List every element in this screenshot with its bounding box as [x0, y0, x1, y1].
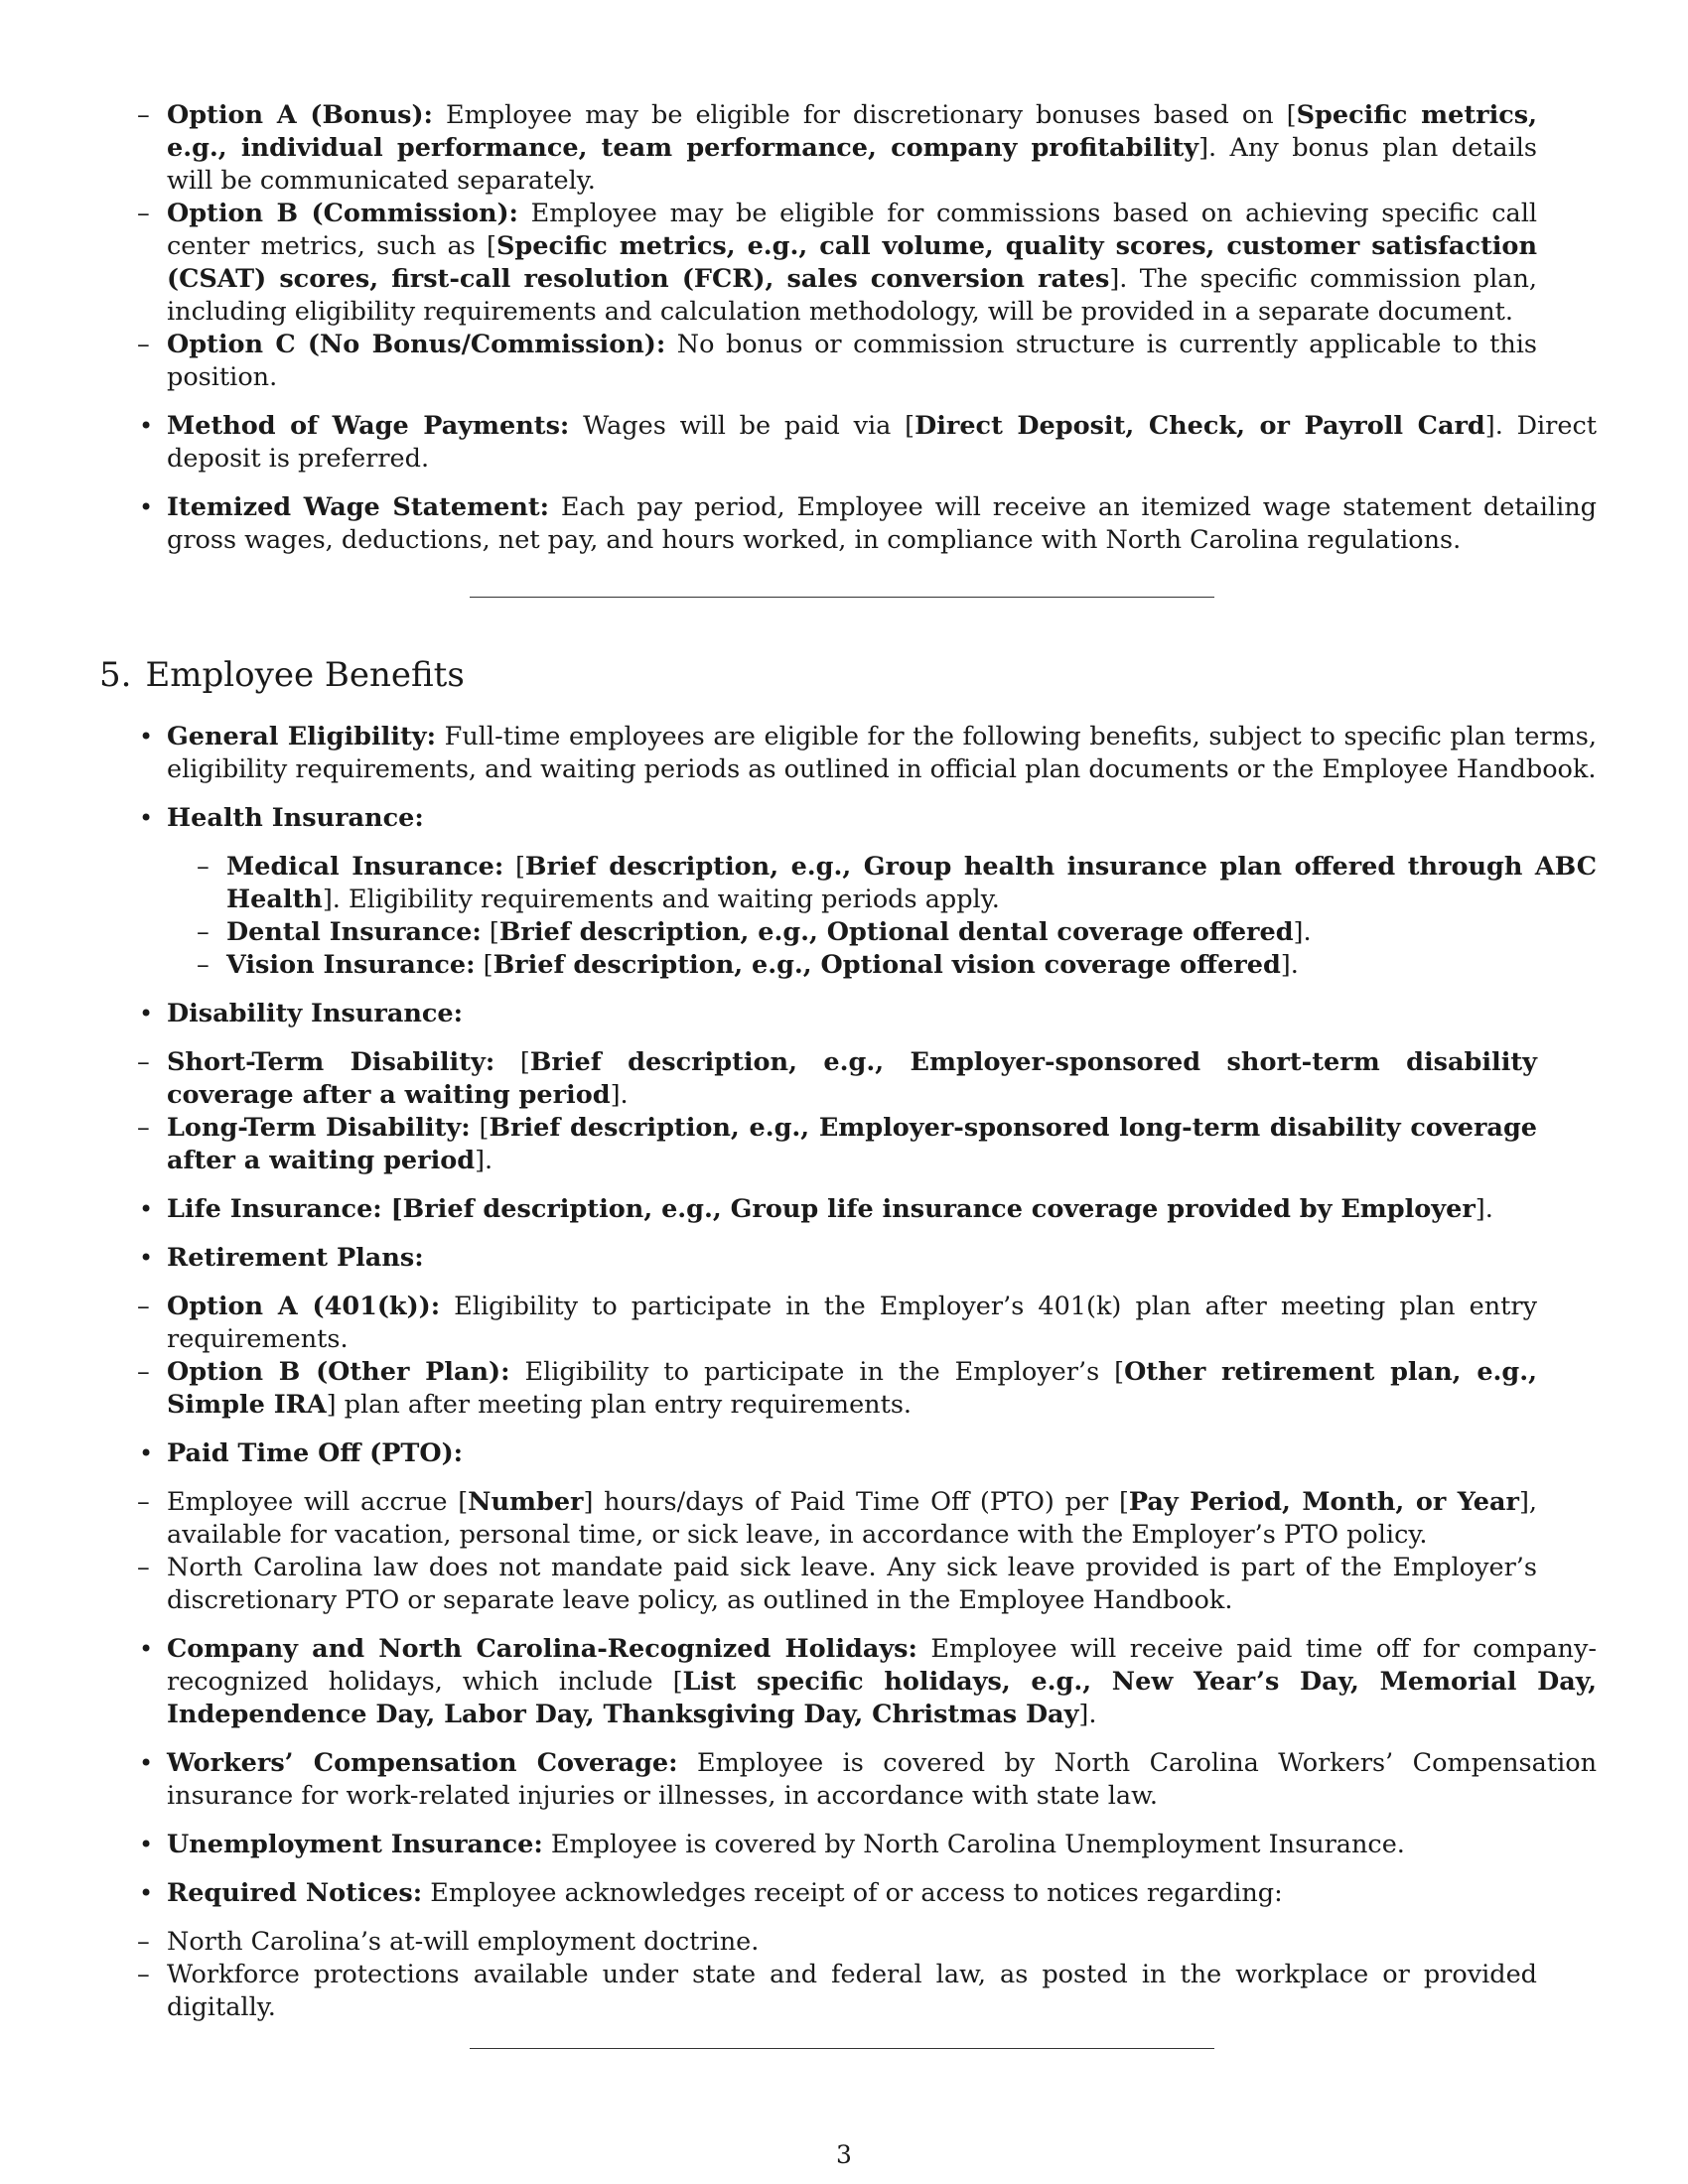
short-term-disability: – Short-Term Disability: [Brief description, e.g., Employer-sponsored short-term disability coverage after a waiting period]. [167, 1046, 1537, 1112]
paid-time-off: • Paid Time Off (PTO): – Employee will accrue [Number] hours/days of Paid Time Off (PTO) per [Pay Period, Month, or Year], available for vacation, personal time, or sick leave, in accordance with the Employer’s PTO policy. – North Carolina law does not mandate paid sick leave. Any sick leave provided is part of the Employer’s discretionary PTO or separate leave policy, as outlined in the Employee Handbook. [167, 1437, 1597, 1617]
disability-insurance: • Disability Insurance: – Short-Term Disability: [Brief description, e.g., Employer-sponsored short-term disability coverage after a waiting period]. – Long-Term Disability: [Brief description, e.g., Employer-sponsored long-term disability coverage after a waiting period]. [167, 998, 1597, 1177]
page-content [99, 99, 1598, 2049]
workforce-protections-notice: – Workforce protections available under state and federal law, as posted in the workplace or provided digitally. [167, 1959, 1537, 2024]
option-b-commission: – Option B (Commission): Employee may be eligible for commissions based on achieving specific call center metrics, such as [Specific metrics, e.g., call volume, quality scores, customer satisfaction (CSAT) scores, first-call resolution (FCR), sales conversion rates]. The specific commission plan, including eligibility requirements and calculation methodology, will be provided in a separate document. [167, 198, 1537, 329]
section-divider-bottom [470, 2048, 1214, 2049]
pto-list [167, 1486, 1537, 1617]
unemployment-insurance: • Unemployment Insurance: Employee is covered by North Carolina Unemployment Insurance. [167, 1829, 1597, 1861]
section-heading: 5. Employee Benefits [99, 655, 465, 695]
required-notices-list [167, 1926, 1537, 2024]
workers-compensation: • Workers’ Compensation Coverage: Employee is covered by North Carolina Workers’ Compensation insurance for work-related injuries or illnesses, in accordance with state law. [167, 1747, 1597, 1813]
long-term-disability: – Long-Term Disability: [Brief description, e.g., Employer-sponsored long-term disability coverage after a waiting period]. [167, 1112, 1537, 1177]
option-c-none: – Option C (No Bonus/Commission): No bonus or commission structure is currently applicable to this position. [167, 329, 1537, 394]
required-notices: • Required Notices: Employee acknowledges receipt of or access to notices regarding: – North Carolina’s at-will employment doctrine. – Workforce protections available under state and federal law, as posted in the workplace or provided digitally. [167, 1877, 1597, 2024]
page-number: 3 [836, 2140, 852, 2169]
vision-insurance: – Vision Insurance: [Brief description, e.g., Optional vision coverage offered]. [226, 949, 1597, 982]
medical-insurance: – Medical Insurance: [Brief description, e.g., Group health insurance plan offered through ABC Health]. Eligibility requirements and waiting periods apply. [226, 851, 1597, 916]
method-of-wage-payments: • Method of Wage Payments: Wages will be paid via [Direct Deposit, Check, or Payroll Card]. Direct deposit is preferred. [167, 410, 1597, 476]
option-a-bonus: – Option A (Bonus): Employee may be eligible for discretionary bonuses based on [Specific metrics, e.g., individual performance, team performance, company profitability]. Any bonus plan details will be communicated separately. [167, 99, 1537, 198]
at-will-notice: – North Carolina’s at-will employment doctrine. [167, 1926, 1537, 1959]
option-a-401k: – Option A (401(k)): Eligibility to participate in the Employer’s 401(k) plan after meeting plan entry requirements. [167, 1291, 1537, 1356]
retirement-plans: • Retirement Plans: – Option A (401(k)): Eligibility to participate in the Employer’s 401(k) plan after meeting plan entry requirements. – Option B (Other Plan): Eligibility to participate in the Employer’s [Other retirement plan, e.g., Simple IRA] plan after meeting plan entry requirements. [167, 1242, 1597, 1422]
dental-insurance: – Dental Insurance: [Brief description, e.g., Optional dental coverage offered]. [226, 916, 1597, 949]
itemized-wage-statement: • Itemized Wage Statement: Each pay period, Employee will receive an itemized wage statement detailing gross wages, deductions, net pay, and hours worked, in compliance with North Carolina regulations. [167, 491, 1597, 557]
general-eligibility: • General Eligibility: Full-time employees are eligible for the following benefits, subject to specific plan terms, eligibility requirements, and waiting periods as outlined in official plan documents or the Employee Handbook. [167, 721, 1597, 786]
pto-accrual: – Employee will accrue [Number] hours/days of Paid Time Off (PTO) per [Pay Period, Month, or Year], available for vacation, personal time, or sick leave, in accordance with the Employer’s PTO policy. [167, 1486, 1537, 1552]
benefits-list [167, 721, 1597, 2024]
health-insurance-list [226, 851, 1597, 982]
compensation-options-list [167, 99, 1537, 394]
life-insurance: • Life Insurance: [Brief description, e.g., Group life insurance coverage provided by Employer]. [167, 1193, 1597, 1226]
option-b-other-plan: – Option B (Other Plan): Eligibility to participate in the Employer’s [Other retirement plan, e.g., Simple IRA] plan after meeting plan entry requirements. [167, 1356, 1537, 1422]
health-insurance: • Health Insurance: – Medical Insurance: [Brief description, e.g., Group health insurance plan offered through ABC Health]. Eligibility requirements and waiting periods apply. – Dental Insurance: [Brief description, e.g., Optional dental coverage offered]. – Vision Insurance: [Brief description, e.g., Optional vision coverage offered]. [167, 802, 1597, 982]
section-divider [470, 597, 1214, 598]
wage-list [167, 410, 1597, 557]
retirement-plans-list [167, 1291, 1537, 1422]
holidays: • Company and North Carolina-Recognized Holidays: Employee will receive paid time off for company-recognized holidays, which include [List specific holidays, e.g., New Year’s Day, Memorial Day, Independence Day, Labor Day, Thanksgiving Day, Christmas Day]. [167, 1633, 1597, 1731]
disability-insurance-list [167, 1046, 1537, 1177]
pto-sick-leave-note: – North Carolina law does not mandate paid sick leave. Any sick leave provided is part of the Employer’s discretionary PTO or separate leave policy, as outlined in the Employee Handbook. [167, 1552, 1537, 1617]
